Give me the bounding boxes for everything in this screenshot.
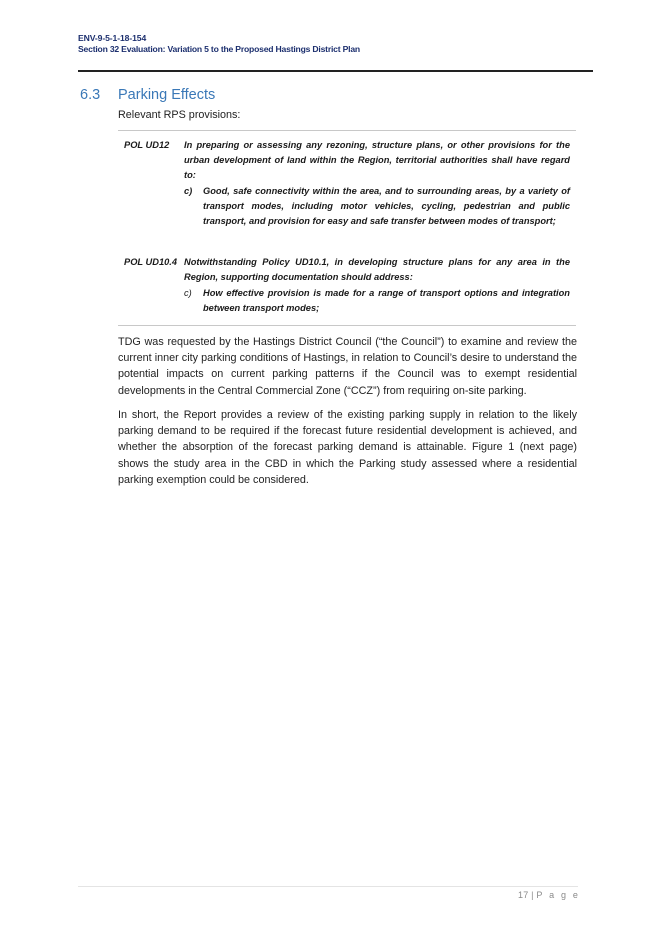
section-title: Parking Effects bbox=[118, 87, 216, 103]
page-number: 17 bbox=[518, 890, 529, 900]
page-label: P a g e bbox=[536, 890, 581, 900]
policy-block bbox=[124, 138, 570, 229]
policy-ref: POL UD10.4 bbox=[124, 257, 178, 267]
page-header bbox=[78, 33, 593, 55]
sub-clause-text: Good, safe connectivity within the area, and to surrounding areas, by a variety of transport modes, including motor vehicles, cycling, pedestrian and public transport, and provision for easy and safe transfer between modes of transport; bbox=[203, 186, 570, 226]
sub-clause-letter: c) bbox=[184, 186, 193, 196]
body-paragraph: TDG was requested by the Hastings District Council (“the Council”) to examine and review the current inner city parking conditions of Hastings, in relation to Council’s desire to understand the potential impacts on current parking patterns if the Council was to exempt residential developments in the Central Commercial Zone (“CCZ”) from requiring on-site parking. bbox=[118, 336, 577, 397]
policy-block bbox=[124, 255, 570, 316]
page-footer bbox=[518, 890, 580, 900]
section-heading bbox=[80, 86, 215, 104]
policy-sub-clause bbox=[184, 286, 570, 316]
section-intro: Relevant RPS provisions: bbox=[118, 109, 241, 121]
policy-ref: POL UD12 bbox=[124, 140, 170, 150]
footer-separator: | bbox=[531, 890, 534, 900]
sub-clause-text: How effective provision is made for a range of transport options and integration between transport modes; bbox=[203, 288, 570, 313]
section-number: 6.3 bbox=[80, 87, 101, 103]
policy-text: In preparing or assessing any rezoning, structure plans, or other provisions for the urban development of land within the Region, territorial authorities shall have regard to: bbox=[184, 140, 570, 180]
document-id: ENV-9-5-1-18-154 bbox=[78, 33, 147, 43]
policy-text: Notwithstanding Policy UD10.1, in developing structure plans for any area in the Region, supporting documentation should address: bbox=[184, 257, 570, 282]
quote-bottom-divider bbox=[118, 325, 576, 326]
policy-sub-clause bbox=[184, 184, 570, 229]
body-paragraph: In short, the Report provides a review of the existing parking supply in relation to the likely parking demand to be required if the forecast future residential development is achieved, and whether the absorption of the forecast parking demand is attainable. Figure 1 (next page) shows the study area in the CBD in which the Parking study assessed where a residential parking exemption could be considered. bbox=[118, 409, 577, 486]
quote-top-divider bbox=[118, 130, 576, 131]
document-title: Section 32 Evaluation: Variation 5 to the Proposed Hastings District Plan bbox=[78, 44, 360, 54]
footer-divider bbox=[78, 886, 578, 887]
header-divider bbox=[78, 70, 593, 72]
sub-clause-letter: c) bbox=[184, 288, 192, 298]
